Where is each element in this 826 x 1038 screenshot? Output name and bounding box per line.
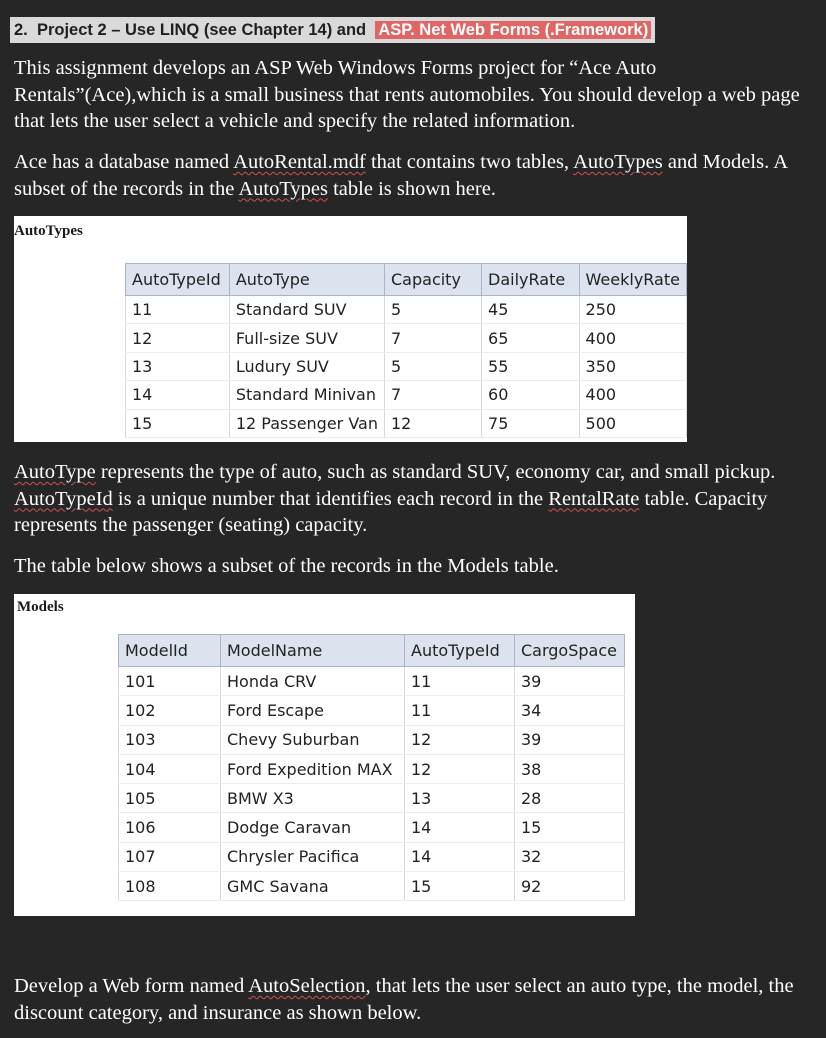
table-cell: 12 bbox=[405, 754, 515, 783]
table-cell: 7 bbox=[385, 324, 482, 352]
explain-text-2: is a unique number that identifies each record in the bbox=[112, 487, 549, 510]
table-row bbox=[119, 667, 625, 696]
table-cell: 32 bbox=[515, 842, 625, 871]
section-heading bbox=[10, 17, 655, 43]
table-cell: 15 bbox=[405, 872, 515, 901]
form-name: AutoSelection bbox=[248, 975, 366, 997]
table-cell: 11 bbox=[405, 696, 515, 725]
column-header: Capacity bbox=[385, 264, 482, 296]
table-cell: 34 bbox=[515, 696, 625, 725]
table-cell: Honda CRV bbox=[221, 667, 405, 696]
table-cell: 108 bbox=[119, 872, 221, 901]
table-row bbox=[126, 381, 687, 409]
develop-paragraph bbox=[14, 973, 814, 1026]
table-cell: Ford Escape bbox=[221, 696, 405, 725]
table-cell: GMC Savana bbox=[221, 872, 405, 901]
develop-text-1: Develop a Web form named bbox=[14, 975, 249, 997]
table-cell: Standard Minivan bbox=[229, 381, 384, 409]
table-cell: 5 bbox=[385, 352, 482, 380]
term-autotype: AutoType bbox=[14, 461, 96, 483]
table-cell: 7 bbox=[385, 381, 482, 409]
table-cell: 38 bbox=[515, 754, 625, 783]
table-cell: Chrysler Pacifica bbox=[221, 842, 405, 871]
models-label: Models bbox=[17, 599, 64, 615]
table-row bbox=[126, 324, 687, 352]
models-table bbox=[118, 634, 625, 901]
table-cell: 14 bbox=[405, 813, 515, 842]
table-cell: 39 bbox=[515, 725, 625, 754]
table-cell: 500 bbox=[579, 409, 686, 437]
table-cell: 75 bbox=[482, 409, 580, 437]
table-cell: 104 bbox=[119, 754, 221, 783]
database-text-3: and Models. A subset of the records in the bbox=[14, 151, 787, 200]
table-cell: 14 bbox=[405, 842, 515, 871]
table-cell: 39 bbox=[515, 667, 625, 696]
table-cell: Ludury SUV bbox=[229, 352, 384, 380]
table-row bbox=[119, 725, 625, 754]
table-name-autotypes-2: AutoTypes bbox=[238, 177, 328, 200]
table-cell: 400 bbox=[579, 324, 686, 352]
table-cell: 400 bbox=[579, 381, 686, 409]
table-row bbox=[126, 296, 687, 324]
column-header: AutoTypeId bbox=[126, 264, 230, 296]
table-row bbox=[119, 842, 625, 871]
table-row bbox=[119, 696, 625, 725]
column-header: ModelId bbox=[119, 635, 221, 667]
table-cell: 101 bbox=[119, 667, 221, 696]
table-cell: 65 bbox=[482, 324, 580, 352]
develop-text-2: , that lets the user select an auto type, the model, the discount category, and insurance as shown below. bbox=[14, 975, 794, 1024]
table-cell: 15 bbox=[515, 813, 625, 842]
table-cell: 350 bbox=[579, 352, 686, 380]
table-cell: 28 bbox=[515, 784, 625, 813]
autotypes-panel bbox=[14, 216, 687, 442]
table-cell: 106 bbox=[119, 813, 221, 842]
database-text-1: Ace has a database named bbox=[14, 151, 234, 173]
table-cell: 107 bbox=[119, 842, 221, 871]
table-cell: Ford Expedition MAX bbox=[221, 754, 405, 783]
table-cell: 13 bbox=[126, 352, 230, 380]
term-rentalrate: RentalRate bbox=[548, 487, 640, 510]
heading-number: 2. bbox=[14, 21, 28, 39]
table-row bbox=[119, 813, 625, 842]
table-cell: 12 bbox=[405, 725, 515, 754]
table-cell: Full-size SUV bbox=[229, 324, 384, 352]
table-cell: 103 bbox=[119, 725, 221, 754]
database-text-4: table is shown here. bbox=[327, 177, 496, 200]
table-cell: 15 bbox=[126, 409, 230, 437]
column-header: CargoSpace bbox=[515, 635, 625, 667]
table-cell: 5 bbox=[385, 296, 482, 324]
table-cell: 14 bbox=[126, 381, 230, 409]
table-cell: 55 bbox=[482, 352, 580, 380]
table-cell: 102 bbox=[119, 696, 221, 725]
table-cell: 11 bbox=[126, 296, 230, 324]
table-row bbox=[119, 784, 625, 813]
heading-text: Project 2 – Use LINQ (see Chapter 14) and bbox=[36, 21, 367, 39]
column-header: AutoType bbox=[229, 264, 384, 296]
heading-highlight: ASP. Net Web Forms (.Framework) bbox=[375, 21, 651, 39]
table-cell: BMW X3 bbox=[221, 784, 405, 813]
table-cell: Chevy Suburban bbox=[221, 725, 405, 754]
table-cell: 250 bbox=[579, 296, 686, 324]
table-cell: 12 bbox=[126, 324, 230, 352]
table-cell: 45 bbox=[482, 296, 580, 324]
table-row bbox=[119, 872, 625, 901]
table-cell: 11 bbox=[405, 667, 515, 696]
table-cell: 12 Passenger Van bbox=[229, 409, 384, 437]
column-header: AutoTypeId bbox=[405, 635, 515, 667]
models-panel bbox=[14, 594, 635, 916]
explain-text-3: table. Capacity represents the passenger (seating) capacity. bbox=[14, 487, 768, 536]
table-cell: 60 bbox=[482, 381, 580, 409]
table-row bbox=[126, 409, 687, 437]
explain-text-1: represents the type of auto, such as standard SUV, economy car, and small pickup. bbox=[95, 461, 776, 483]
autotypes-label: AutoTypes bbox=[14, 223, 83, 239]
column-header: DailyRate bbox=[482, 264, 580, 296]
autotypes-table bbox=[125, 263, 687, 438]
term-autotypeid: AutoTypeId bbox=[14, 487, 113, 510]
intro-paragraph: This assignment develops an ASP Web Windows Forms project for “Ace Auto Rentals”(Ace),which is a small business that rents automobiles. You should develop a web page that lets the user select a vehicle and specify the related information. bbox=[14, 57, 800, 132]
table-row bbox=[119, 754, 625, 783]
database-paragraph bbox=[14, 149, 814, 202]
table-cell: Dodge Caravan bbox=[221, 813, 405, 842]
table-cell: 12 bbox=[385, 409, 482, 437]
database-text-2: that contains two tables, bbox=[365, 151, 574, 173]
table-cell: 13 bbox=[405, 784, 515, 813]
table-cell: 105 bbox=[119, 784, 221, 813]
column-header: ModelName bbox=[221, 635, 405, 667]
table-name-autotypes: AutoTypes bbox=[573, 151, 663, 173]
column-header: WeeklyRate bbox=[579, 264, 686, 296]
table-cell: 92 bbox=[515, 872, 625, 901]
table-row bbox=[126, 352, 687, 380]
models-intro-paragraph: The table below shows a subset of the records in the Models table. bbox=[14, 555, 559, 577]
database-name: AutoRental.mdf bbox=[233, 151, 366, 173]
table-cell: Standard SUV bbox=[229, 296, 384, 324]
explain-paragraph bbox=[14, 459, 814, 539]
